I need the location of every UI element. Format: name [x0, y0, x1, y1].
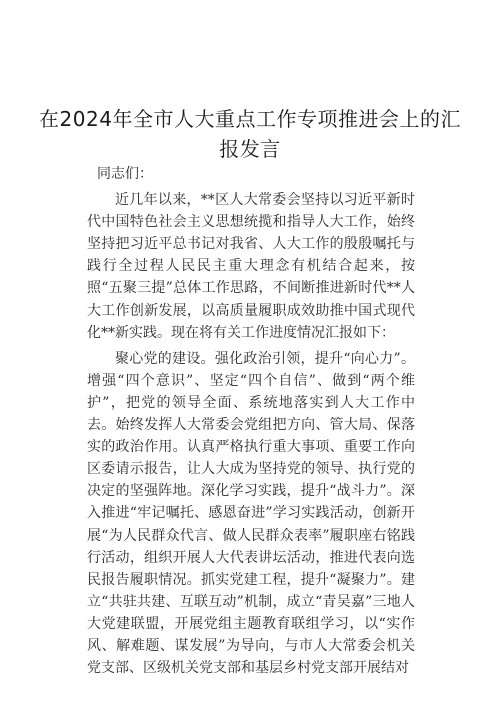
- document-title: [0, 104, 500, 164]
- greeting: 同志们：: [97, 166, 153, 182]
- document-body: [87, 163, 415, 683]
- title-line-1: 在2024年全市人大重点工作专项推进会上的汇: [39, 107, 461, 131]
- title-line-2: 报发言: [219, 137, 281, 161]
- paragraph-intro: 近几年以来，**区人大常委会坚持以习近平新时代中国特色社会主义思想统揽和指导人大工作，始终坚持把习近平总书记对我省、人大工作的殷殷嘱托与践行全过程人民民主重大理念有机结合起来，按照“五聚三提”总体工作思路，不间断推进新时代**人大工作创新发展，以高质量履职成效助推中国式现代化**新实践。现在将有关工作进度情况汇报如下：: [87, 192, 415, 341]
- paragraph-party-building: 聚心党的建设。强化政治引领，提升“向心力”。增强“四个意识”、坚定“四个自信”、做到“两个维护”，把党的领导全面、系统地落实到人大工作中去。始终发挥人大常委会党组把方向、管大局、保落实的政治作用。认真严格执行重大事项、重要工作向区委请示报告，让人大成为坚持党的领导、执行党的决定的坚强阵地。深化学习实践，提升“战斗力”。深入推进“牢记嘱托、感恩奋进”学习实践活动，创新开展“为人民群众代言、做人民群众表率”履职座右铭践行活动，组织开展人大代表讲坛活动，推进代表向选民报告履职情况。抓实党建工程，提升“凝聚力”。建立“共驻共建、互联互动”机制，成立“青吴嘉”三地人大党建联盟，开展党组主题教育联组学习，以“实作风、解难题、谋发展”为导向，与市人大常委会机关党支部、区级机关党支部和基层乡村党支部开展结对: [87, 350, 415, 677]
